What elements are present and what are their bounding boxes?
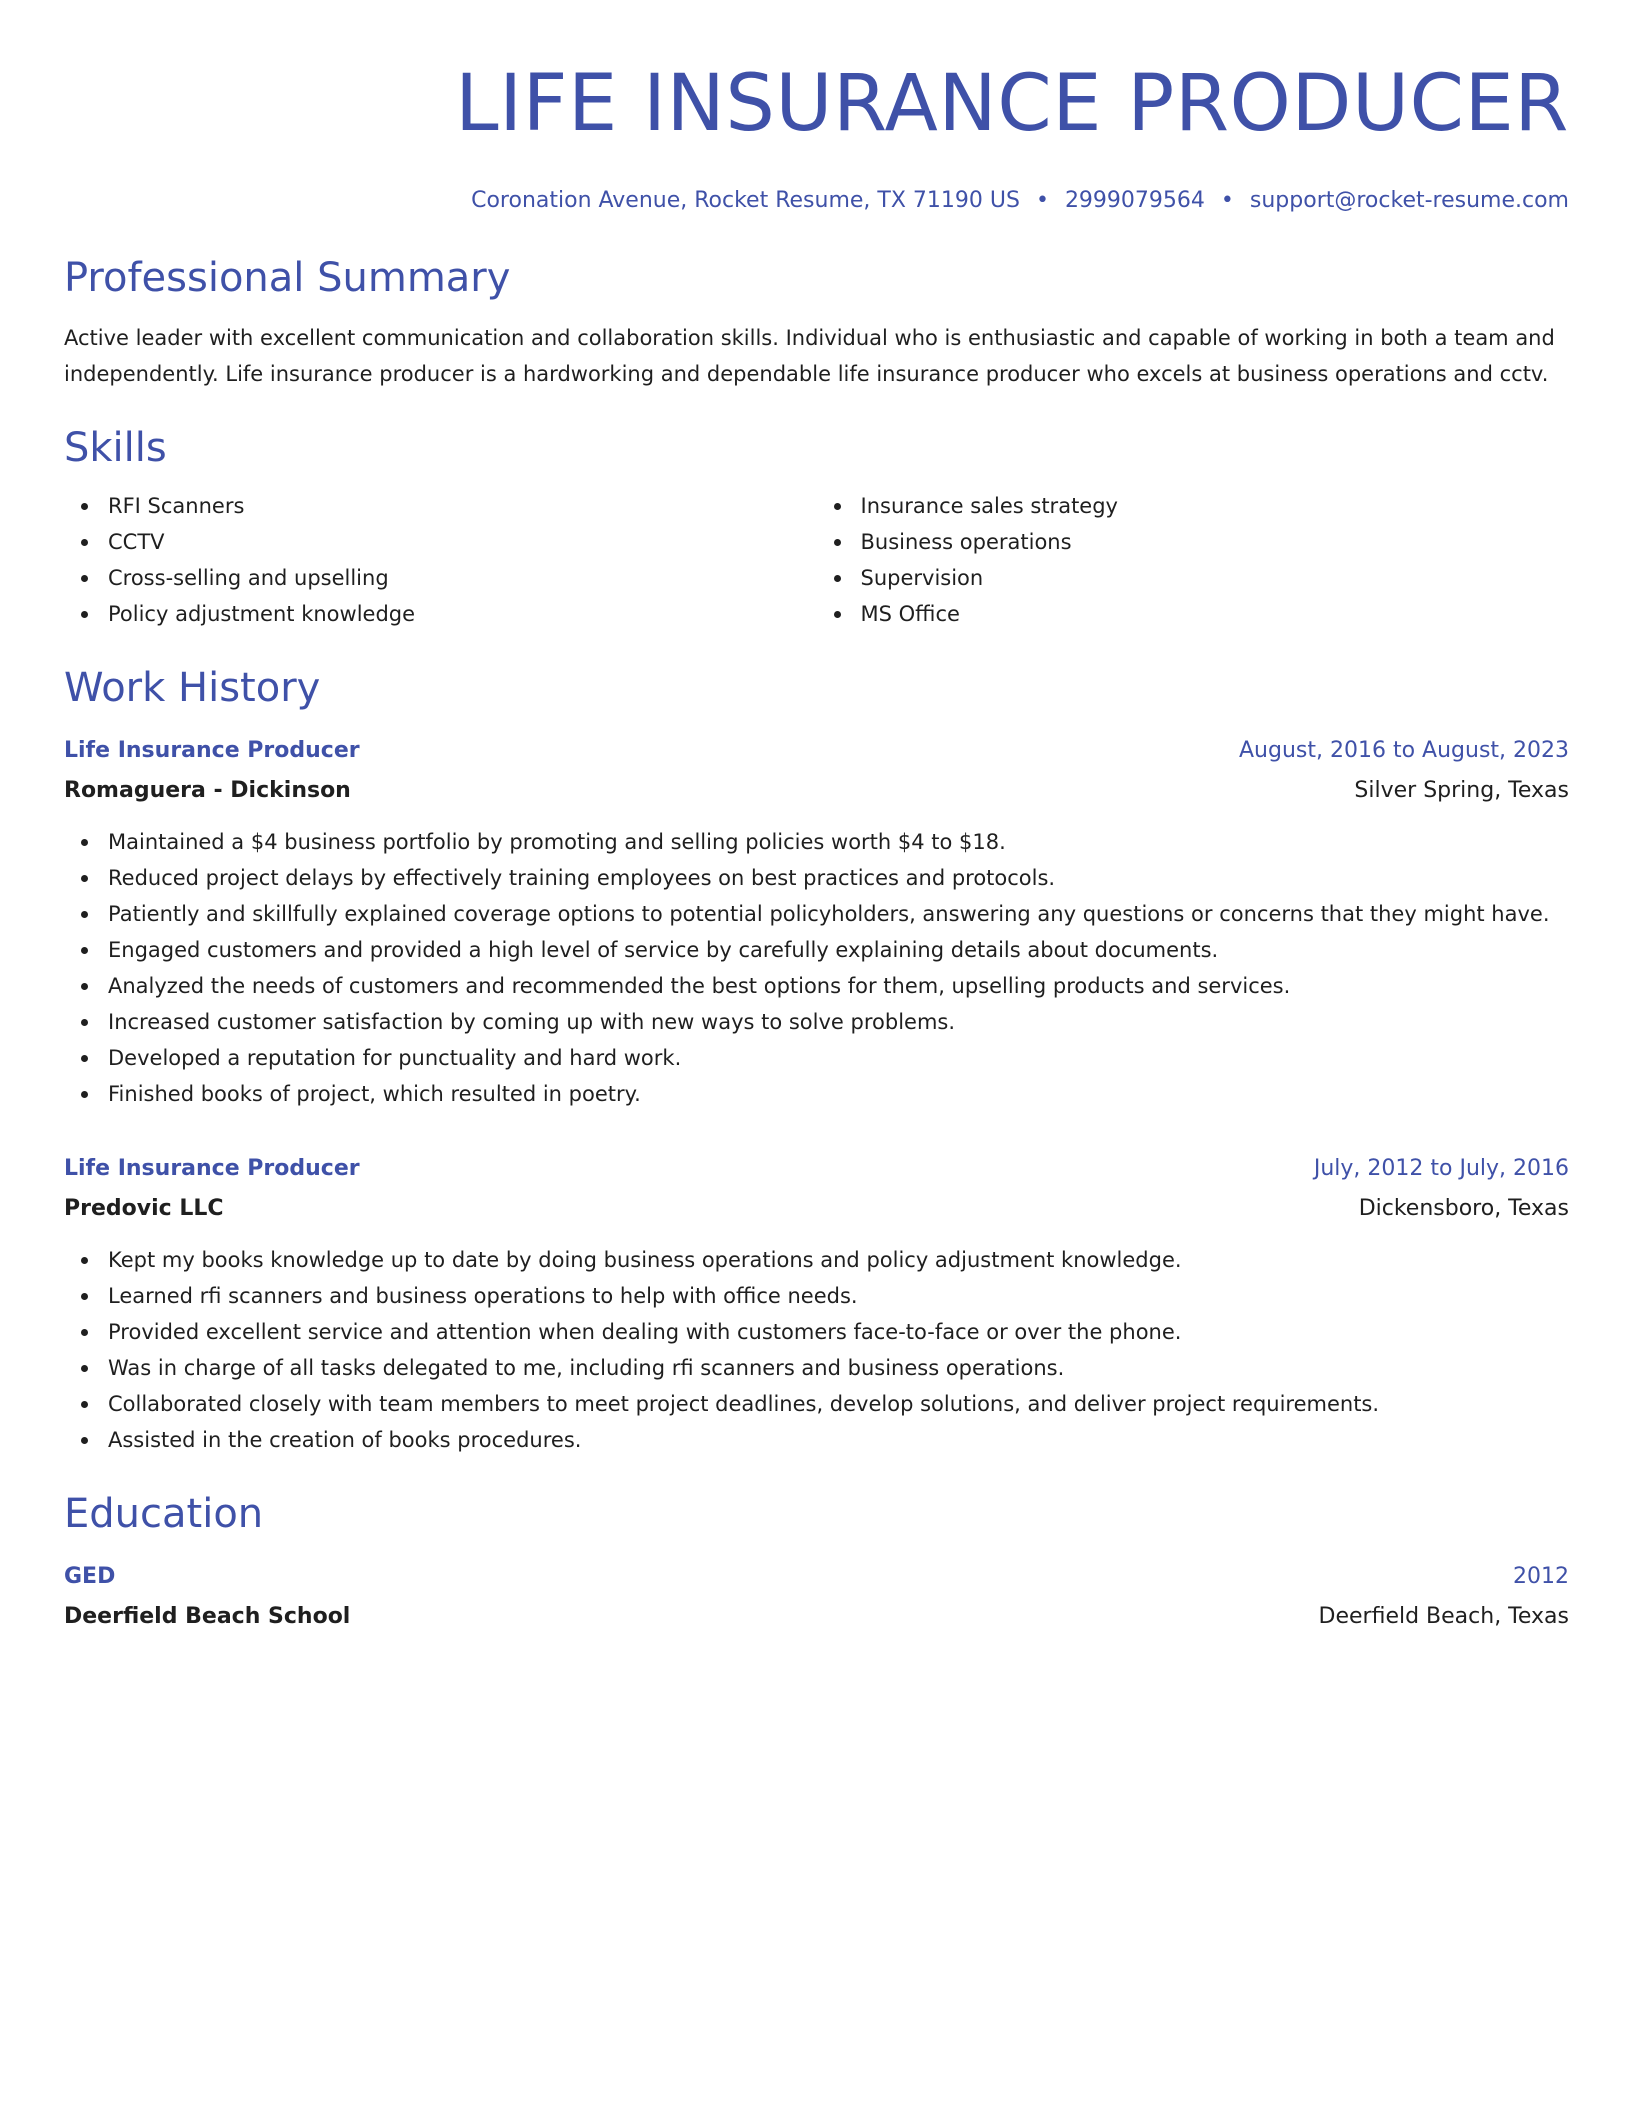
summary-text: Active leader with excellent communication and collaboration skills. Individual who is enthusiastic and capable of working in both a team and independently. Life insurance producer is a hardworking and dependable life insurance producer who excels at business operations and cctv. xyxy=(64,326,1555,386)
education-header-row xyxy=(64,1562,1569,1592)
contact-separator: • xyxy=(1220,188,1234,213)
skills-list-right xyxy=(817,488,1570,632)
job-bullet: Analyzed the needs of customers and recommended the best options for them, upselling products and services. xyxy=(64,968,1569,1004)
job-location: Silver Spring, Texas xyxy=(1354,778,1569,803)
education-location: Deerfield Beach, Texas xyxy=(1318,1604,1569,1629)
skill-item: Supervision xyxy=(817,560,1570,596)
education-title: Education xyxy=(64,1491,264,1537)
job-bullet: Maintained a $4 business portfolio by promoting and selling policies worth $4 to $18. xyxy=(64,824,1569,860)
job-company-row xyxy=(64,1194,1569,1224)
skill-item: MS Office xyxy=(817,596,1570,632)
education-school-row xyxy=(64,1602,1569,1632)
job-bullet: Provided excellent service and attention when dealing with customers face-to-face or over the phone. xyxy=(64,1314,1569,1350)
contact-phone[interactable]: 2999079564 xyxy=(1064,188,1205,213)
job-company: Romaguera - Dickinson xyxy=(64,778,351,803)
summary-section xyxy=(64,252,1569,392)
job-bullet: Reduced project delays by effectively training employees on best practices and protocols. xyxy=(64,860,1569,896)
skill-item: Business operations xyxy=(817,524,1570,560)
education-degree: GED xyxy=(64,1564,116,1589)
education-school: Deerfield Beach School xyxy=(64,1604,351,1629)
job-bullet: Learned rfi scanners and business operations to help with office needs. xyxy=(64,1278,1569,1314)
job-bullet: Collaborated closely with team members to meet project deadlines, develop solutions, and deliver project requirements. xyxy=(64,1386,1569,1422)
skills-title: Skills xyxy=(64,425,167,471)
contact-separator: • xyxy=(1035,188,1049,213)
job-bullet: Kept my books knowledge up to date by doing business operations and policy adjustment knowledge. xyxy=(64,1242,1569,1278)
job-bullet: Was in charge of all tasks delegated to me, including rfi scanners and business operations. xyxy=(64,1350,1569,1386)
job-dates: August, 2016 to August, 2023 xyxy=(1239,738,1569,763)
skills-section xyxy=(64,422,1569,632)
contact-email[interactable]: support@rocket-resume.com xyxy=(1249,188,1569,213)
job-bullet: Engaged customers and provided a high level of service by carefully explaining details about documents. xyxy=(64,932,1569,968)
job-bullet: Assisted in the creation of books procedures. xyxy=(64,1422,1569,1458)
skills-list-left xyxy=(64,488,817,632)
skill-item: CCTV xyxy=(64,524,817,560)
job-entry xyxy=(64,736,1569,1112)
job-header-row xyxy=(64,1154,1569,1184)
education-entry xyxy=(64,1562,1569,1632)
work-history-title: Work History xyxy=(64,665,321,711)
job-bullet: Developed a reputation for punctuality and hard work. xyxy=(64,1040,1569,1076)
work-history-section xyxy=(64,662,1569,1458)
job-title: Life Insurance Producer xyxy=(64,1156,360,1181)
job-company-row xyxy=(64,776,1569,806)
skills-grid xyxy=(64,488,1569,632)
resume-header xyxy=(64,56,1569,216)
skill-item: RFI Scanners xyxy=(64,488,817,524)
job-bullets xyxy=(64,824,1569,1112)
skill-item: Cross-selling and upselling xyxy=(64,560,817,596)
job-title: Life Insurance Producer xyxy=(64,738,360,763)
skill-item: Insurance sales strategy xyxy=(817,488,1570,524)
candidate-name: LIFE INSURANCE PRODUCER xyxy=(455,59,1569,149)
skill-item: Policy adjustment knowledge xyxy=(64,596,817,632)
job-location: Dickensboro, Texas xyxy=(1358,1196,1569,1221)
education-year: 2012 xyxy=(1513,1564,1569,1589)
contact-address: Coronation Avenue, Rocket Resume, TX 71190 US xyxy=(471,188,1020,213)
job-header-row xyxy=(64,736,1569,766)
education-section xyxy=(64,1488,1569,1632)
job-bullet: Increased customer satisfaction by coming up with new ways to solve problems. xyxy=(64,1004,1569,1040)
job-dates: July, 2012 to July, 2016 xyxy=(1313,1156,1569,1181)
job-bullets xyxy=(64,1242,1569,1458)
job-bullet: Patiently and skillfully explained coverage options to potential policyholders, answering any questions or concerns that they might have. xyxy=(64,896,1569,932)
summary-title: Professional Summary xyxy=(64,255,511,301)
job-company: Predovic LLC xyxy=(64,1196,224,1221)
contact-line xyxy=(64,186,1569,216)
job-entry xyxy=(64,1154,1569,1458)
job-bullet: Finished books of project, which resulted in poetry. xyxy=(64,1076,1569,1112)
